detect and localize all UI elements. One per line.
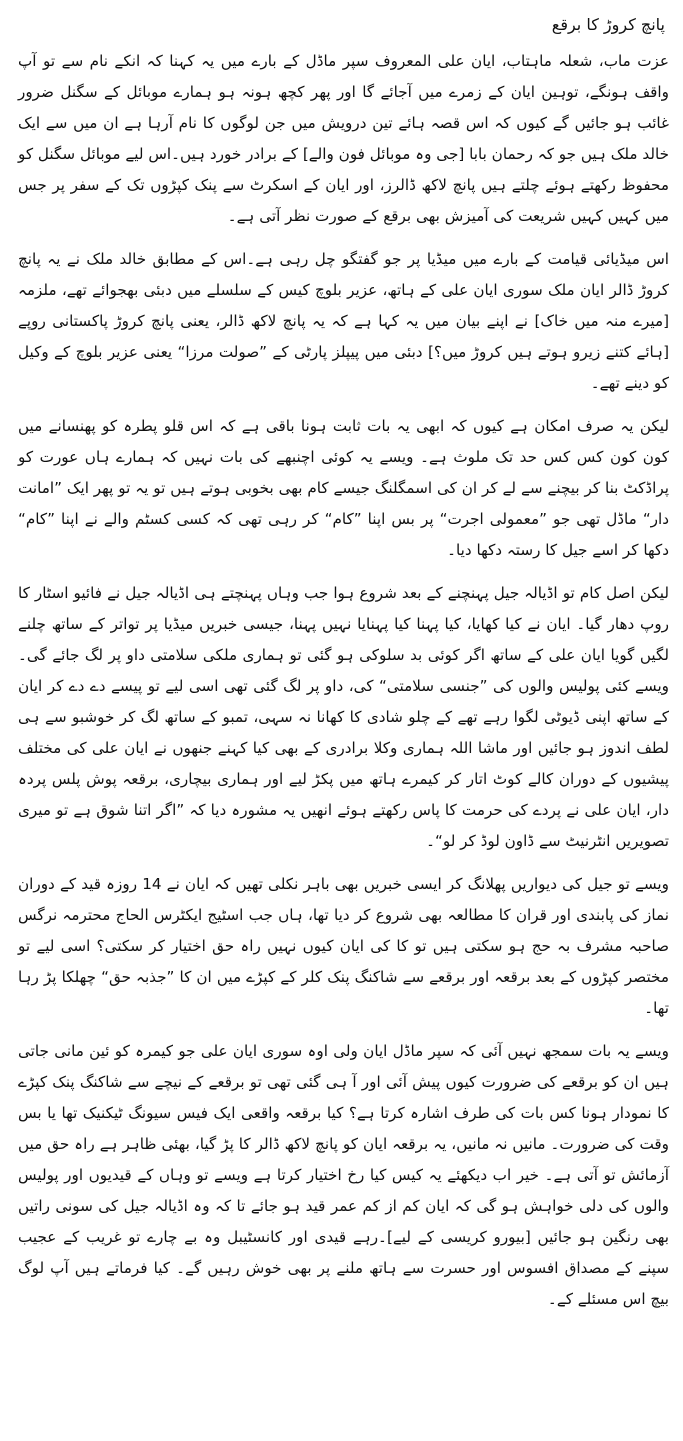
article-paragraph-4: لیکن اصل کام تو اڈیالہ جیل پہنچنے کے بعد شروع ہوا جب وہاں پہنچتے ہی اڈیالہ جیل نے فائیو اسٹار کا روپ دھار گیا۔ ایان نے کیا کھایا، کیا پہنا کیا پہنایا نہیں پہنا، جیسی خبریں میڈیا پر تواتر کے ساتھ چلنے لگیں گویا ایان علی کے ساتھ اگر کوئی بد سلوکی ہو گئی تو ہماری ملکی سلامتی داو پر لگ جائے گی۔ ویسے کئی پولیس والوں کی ”جنسی سلامتی“ کی، داو پر لگ گئی تھی اسی لیے تو پیسے دے دے کر ایان کے ساتھ اپنی ڈیوٹی لگوا رہے تھے کے چلو شادی کا کھانا نہ سہی، تمبو کے ساتھ لگ کر خوشبو سے ہی لطف اندوز ہو جائیں اور ماشا اللہ ہماری وکلا برادری کے بھی کیا کہنے جنھوں نے ایان علی کی مختلف پیشیوں کے دوران کالے کوٹ اتار کر کیمرے ہاتھ میں پکڑ لیے اور ہماری بیچاری، برقعہ پوش پلس پردہ دار، ایان علی نے پردے کی حرمت کا پاس رکھتے ہوئے انھیں یہ مشورہ دیا کہ ”اگر اتنا شوق ہے تو میری تصویریں انٹرنیٹ سے ڈاون لوڈ کر لو“۔ — [18, 584, 669, 850]
article-paragraph-6: ویسے یہ بات سمجھ نہیں آئی کہ سپر ماڈل ایان ولی اوہ سوری ایان علی جو کیمرہ کو ئین مانی جاتی ہیں ان کو برقعے کی ضرورت کیوں پیش آئی اور آ ہی گئی تھی تو برقعے کے نیچے سے شاکنگ پنک کپڑے کا نمودار ہونا کس بات کی طرف اشارہ کرتا ہے؟ کیا برقعہ واقعی ایک فیس سیونگ ٹیکنیک تھا یا بس وقت کی ضرورت۔ مانیں نہ مانیں، یہ برقعہ ایان کو پانچ لاکھ ڈالر کا پڑ گیا، بھئی ظاہر ہے راہ حق میں آزمائش تو آتی ہے۔ خیر اب دیکھئے یہ کیس کیا رخ اختیار کرتا ہے ویسے تو وہاں کے قیدیوں اور پولیس والوں کی دلی خواہش ہو گی کہ ایان کم از کم عمر قید ہو جائے تا کہ وہ اڈیالہ جیل کی سونی راتیں بھی رنگین ہو جائیں [بیورو کریسی کے لیے]۔رہے قیدی اور کانسٹیبل وہ بے چارے تو غریب کے عجیب سپنے کے مصداق افسوس اور حسرت سے ہاتھ ملنے پر بھی خوش رہیں گے۔ کیا فرماتے ہیں آپ لوگ بیچ اس مسئلے کے۔ — [18, 1042, 669, 1308]
article-paragraph-2: اس میڈیائی قیامت کے بارے میں میڈیا پر جو گفتگو چل رہی ہے۔اس کے مطابق خالد ملک نے یہ پانچ کروڑ ڈالر ایان ملک سوری ایان علی کے ہاتھ، عزیر بلوچ کیس کے سلسلے میں دبئی بھجوائے تھے، ملزمہ [میرے منہ میں خاک] نے اپنے بیان میں یہ کہا ہے کہ یہ پانچ لاکھ ڈالر، یعنی پانچ کروڑ پاکستانی روپے [ہائے کتنے زیرو ہوتے ہیں کروڑ میں؟] دبئی میں پیپلز پارٹی کے ”صولت مرزا“ یعنی عزیر بلوچ کے وکیل کو دینے تھے۔ — [18, 250, 669, 392]
article-paragraph-3: لیکن یہ صرف امکان ہے کیوں کہ ابھی یہ بات ثابت ہونا باقی ہے کہ اس قلو پطرہ کو پھنسانے میں کون کون کس کس حد تک ملوث ہے۔ ویسے یہ کوئی اچنبھے کی بات نہیں کہ ہمارے ہاں عورت کو پراڈکٹ بنا کر بیچنے سے لے کر ان کی اسمگلنگ جیسے کام بھی بخوبی ہوتے ہیں تو یہ تو پھر ایک ”امانت دار“ ماڈل تھی جو ”معمولی اجرت“ پر بس اپنا ”کام“ کر رہی تھی کہ کسی کسٹم والے نے اپنا ”کام“ دکھا کر اسے جیل کا رستہ دکھا دیا۔ — [18, 417, 669, 559]
article-paragraph-5: ویسے تو جیل کی دیواریں پھلانگ کر ایسی خبریں بھی باہر نکلی تھیں کہ ایان نے 14 روزہ قید کے دوران نماز کی پابندی اور قران کا مطالعہ بھی شروع کر دیا تھا، ہاں جب اسٹیج ایکٹرس الحاج محترمہ نرگس صاحبہ مشرف بہ حج ہو سکتی ہیں تو کا کی ایان کیوں نہیں راہ حق اختیار کر سکتی؟ اسی لیے تو مختصر کپڑوں کے بعد برقعہ اور برقعے سے شاکنگ پنک کلر کے کپڑے میں ان کا ”جذبہ حق“ چھلکا پڑ رہا تھا۔ — [18, 875, 669, 1017]
article-title: پانچ کروڑ کا برقع — [551, 15, 665, 34]
article-paragraph-1: عزت ماب، شعلہ ماہتاب، ایان علی المعروف سپر ماڈل کے بارے میں یہ کہنا کہ انکے نام سے تو آپ واقف ہونگے، توہین ایان کے زمرے میں آجائے گا اور پھر کچھ ہونہ ہو ہمارے موبائل کے سگنل ضرور غائب ہو جائیں گے کیوں کہ اس قصہ ہائے تین درویش میں جن لوگوں کا نام آرہا ہے ان میں سے ایک خالد ملک ہیں جو کہ رحمان بابا [جی وہ موبائل فون والے] کے برادر خورد ہیں۔اس لیے موبائل سگنل کو محفوظ رکھتے ہوئے چلتے ہیں پانچ لاکھ ڈالرز، اور ایان کے اسکرٹ سے پنک کپڑوں تک کے سفر پر جس میں کہیں کہیں شریعت کی آمیزش بھی برقع کے صورت نظر آتی ہے۔ — [18, 52, 669, 225]
